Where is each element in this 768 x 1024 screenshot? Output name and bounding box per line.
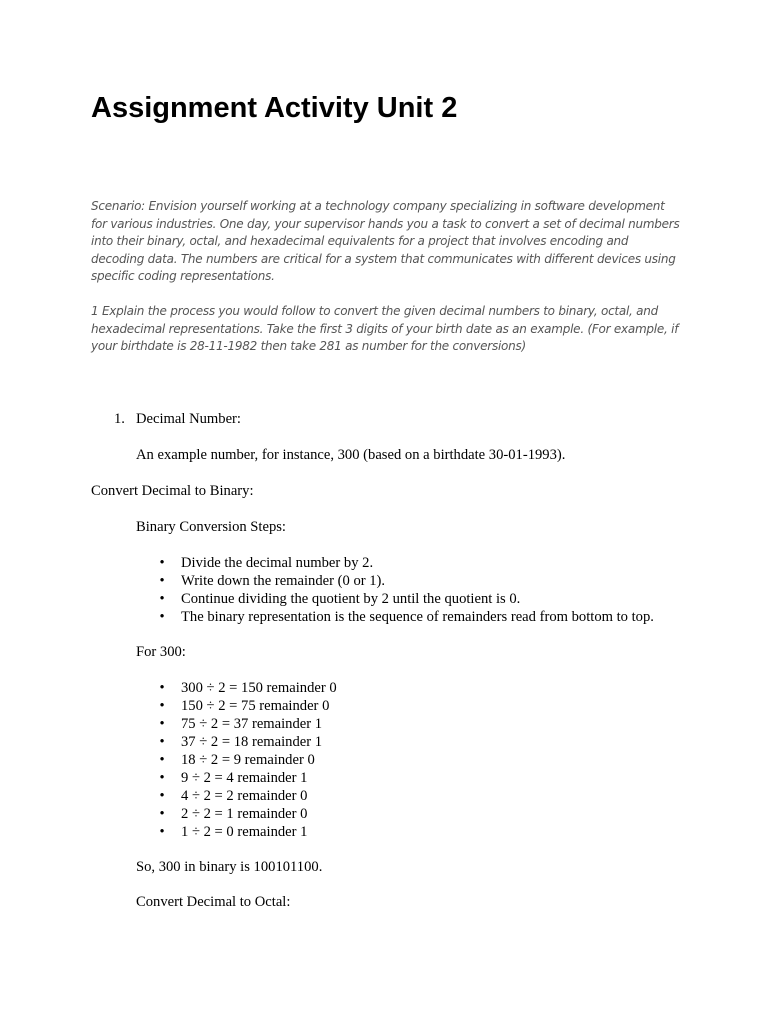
calculation-text: 4 ÷ 2 = 2 remainder 0 <box>181 788 308 804</box>
list-item <box>157 805 337 823</box>
bullet: • <box>159 824 165 840</box>
list-item <box>157 733 337 751</box>
list-item <box>157 697 337 715</box>
list-item <box>157 590 654 608</box>
bullet: • <box>159 806 165 822</box>
calculation-text: 1 ÷ 2 = 0 remainder 1 <box>181 824 308 840</box>
decimal-number-label: Decimal Number: <box>136 411 241 427</box>
octal-heading: Convert Decimal to Octal: <box>136 894 291 910</box>
list-number: 1. <box>114 411 125 427</box>
calculation-text: 300 ÷ 2 = 150 remainder 0 <box>181 680 337 696</box>
list-item <box>157 715 337 733</box>
list-item <box>157 572 654 590</box>
bullet: • <box>159 555 165 571</box>
list-item <box>157 769 337 787</box>
calculation-text: 18 ÷ 2 = 9 remainder 0 <box>181 752 315 768</box>
bullet: • <box>159 591 165 607</box>
bullet: • <box>159 734 165 750</box>
binary-result: So, 300 in binary is 100101100. <box>136 859 323 875</box>
bullet: • <box>159 680 165 696</box>
step-text: Continue dividing the quotient by 2 until the quotient is 0. <box>181 591 521 607</box>
example-text: An example number, for instance, 300 (based on a birthdate 30-01-1993). <box>136 447 566 463</box>
bullet: • <box>159 716 165 732</box>
step-text: Divide the decimal number by 2. <box>181 555 374 571</box>
document-title: Assignment Activity Unit 2 <box>91 92 458 124</box>
binary-steps-heading: Binary Conversion Steps: <box>136 519 286 535</box>
bullet: • <box>159 752 165 768</box>
binary-steps-list <box>157 554 654 626</box>
step-text: Write down the remainder (0 or 1). <box>181 573 386 589</box>
list-item <box>157 787 337 805</box>
bullet: • <box>159 609 165 625</box>
calculation-text: 75 ÷ 2 = 37 remainder 1 <box>181 716 323 732</box>
step-text: The binary representation is the sequence of remainders read from bottom to top. <box>181 609 654 625</box>
bullet: • <box>159 788 165 804</box>
bullet: • <box>159 573 165 589</box>
bullet: • <box>159 770 165 786</box>
calculation-text: 150 ÷ 2 = 75 remainder 0 <box>181 698 330 714</box>
calculation-text: 37 ÷ 2 = 18 remainder 1 <box>181 734 323 750</box>
calculation-text: 9 ÷ 2 = 4 remainder 1 <box>181 770 308 786</box>
list-item <box>157 608 654 626</box>
list-item <box>157 751 337 769</box>
question-paragraph: 1 Explain the process you would follow to convert the given decimal numbers to binary, octal, and hexadecimal representations. Take the first 3 digits of your birth date as an example. (For example, if your birthdate is 28-11-1982 then take 281 as number for the conversions) <box>91 304 679 354</box>
binary-calculation-list <box>157 679 337 841</box>
scenario-paragraph: Scenario: Envision yourself working at a technology company specializing in software development for various industries. One day, your supervisor hands you a task to convert a set of decimal numbers into their binary, octal, and hexadecimal equivalents for a project that involves encoding and decoding data. The numbers are critical for a system that communicates with different devices using specific coding representations. <box>91 199 680 284</box>
for-300-label: For 300: <box>136 644 186 660</box>
binary-heading: Convert Decimal to Binary: <box>91 483 254 499</box>
bullet: • <box>159 698 165 714</box>
list-item <box>157 823 337 841</box>
calculation-text: 2 ÷ 2 = 1 remainder 0 <box>181 806 308 822</box>
list-item <box>157 679 337 697</box>
list-item <box>157 554 654 572</box>
